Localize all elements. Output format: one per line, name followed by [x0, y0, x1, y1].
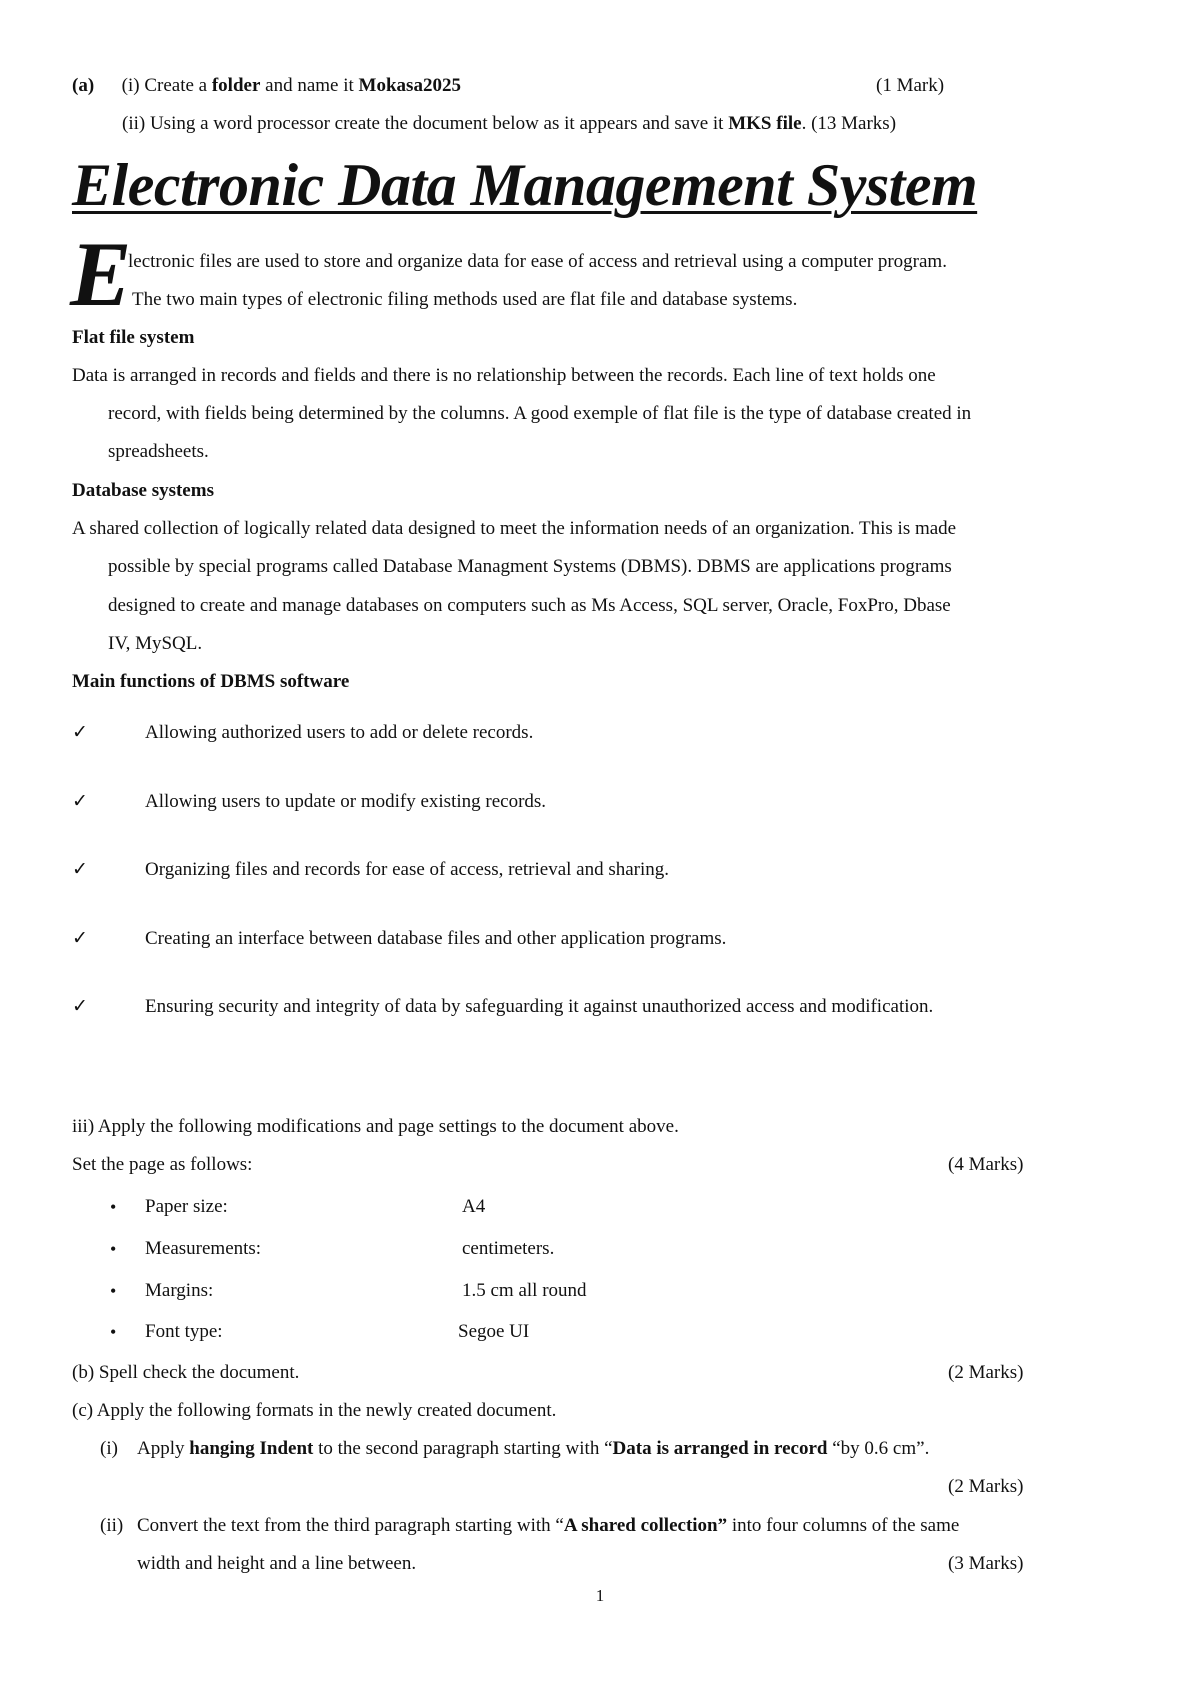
function-item: Allowing authorized users to add or delete records. [145, 722, 534, 743]
question-a-i-text-mid: and name it [260, 75, 359, 96]
question-c-i-text-end: “by 0.6 cm”. [832, 1438, 930, 1459]
question-a-ii-marks: . (13 Marks) [801, 113, 897, 134]
function-item: Creating an interface between database files and other application programs. [145, 928, 727, 949]
database-line-4: IV, MySQL. [108, 633, 203, 654]
folder-keyword: folder [211, 75, 261, 96]
question-b-marks: (2 Marks) [948, 1362, 1024, 1383]
flat-file-heading: Flat file system [72, 327, 195, 348]
set-page-text: Set the page as follows: [72, 1154, 253, 1175]
question-c-i [137, 1437, 929, 1461]
setting-value: A4 [462, 1196, 486, 1217]
question-c-ii-marks: (3 Marks) [948, 1553, 1024, 1574]
question-c-intro: (c) Apply the following formats in the newly created document. [72, 1400, 557, 1421]
quoted-paragraph-start: A shared collection” [563, 1515, 728, 1536]
intro-line-1: lectronic files are used to store and organize data for ease of access and retrieval using a computer program. [128, 251, 947, 272]
flat-file-line-1: Data is arranged in records and fields and there is no relationship between the records. Each line of text holds one [72, 365, 936, 386]
question-a-ii [122, 112, 896, 136]
hanging-indent-keyword: hanging Indent [189, 1438, 314, 1459]
question-c-i-number: (i) [100, 1438, 118, 1459]
function-item: Ensuring security and integrity of data by safeguarding it against unauthorized access and modification. [145, 996, 934, 1017]
check-icon: ✓ [72, 722, 88, 743]
setting-label: Measurements: [145, 1238, 262, 1259]
question-a-i-text: (i) Create a [121, 75, 212, 96]
question-a-i [72, 74, 461, 98]
question-a-i-marks: (1 Mark) [876, 75, 945, 96]
bullet-icon: • [110, 1239, 117, 1259]
check-icon: ✓ [72, 928, 88, 949]
question-c-i-text: Apply [137, 1438, 190, 1459]
setting-label: Paper size: [145, 1196, 228, 1217]
question-c-ii-text: Convert the text from the third paragraph starting with “ [137, 1515, 564, 1536]
file-name: MKS file [728, 113, 802, 134]
functions-heading: Main functions of DBMS software [72, 671, 350, 692]
drop-cap: E [70, 223, 132, 325]
intro-line-2: The two main types of electronic filing methods used are flat file and database systems. [132, 289, 798, 310]
document-title: Electronic Data Management System [72, 152, 978, 218]
database-line-1: A shared collection of logically related data designed to meet the information needs of an organization. This is made [72, 518, 957, 539]
flat-file-line-2: record, with fields being determined by the columns. A good exemple of flat file is the type of database created in [108, 403, 972, 424]
question-c-ii [137, 1514, 959, 1538]
database-line-3: designed to create and manage databases on computers such as Ms Access, SQL server, Oracle, FoxPro, Dbase [108, 595, 951, 616]
setting-label: Margins: [145, 1280, 214, 1301]
check-icon: ✓ [72, 791, 88, 812]
flat-file-line-3: spreadsheets. [108, 441, 209, 462]
check-icon: ✓ [72, 996, 88, 1017]
bullet-icon: • [110, 1322, 117, 1342]
bullet-icon: • [110, 1197, 117, 1217]
check-icon: ✓ [72, 859, 88, 880]
function-item: Organizing files and records for ease of access, retrieval and sharing. [145, 859, 670, 880]
question-c-ii-line-2: width and height and a line between. [137, 1553, 417, 1574]
question-a-label: (a) [72, 75, 95, 96]
database-line-2: possible by special programs called Database Managment Systems (DBMS). DBMS are applications programs [108, 556, 952, 577]
question-c-i-text-mid: to the second paragraph starting with “ [313, 1438, 613, 1459]
question-b: (b) Spell check the document. [72, 1362, 300, 1383]
setting-value: Segoe UI [458, 1321, 530, 1342]
setting-value: centimeters. [462, 1238, 555, 1259]
quoted-paragraph-start: Data is arranged in record [612, 1438, 833, 1459]
folder-name: Mokasa2025 [358, 75, 461, 96]
question-a-ii-text: (ii) Using a word processor create the document below as it appears and save it [122, 113, 729, 134]
question-c-ii-number: (ii) [100, 1515, 124, 1536]
set-page-marks: (4 Marks) [948, 1154, 1024, 1175]
function-item: Allowing users to update or modify existing records. [145, 791, 547, 812]
database-systems-heading: Database systems [72, 480, 214, 501]
bullet-icon: • [110, 1281, 117, 1301]
question-iii-intro: iii) Apply the following modifications and page settings to the document above. [72, 1116, 679, 1137]
question-c-ii-text-end: into four columns of the same [727, 1515, 960, 1536]
page-number: 1 [595, 1586, 605, 1605]
setting-label: Font type: [145, 1321, 223, 1342]
question-c-i-marks: (2 Marks) [948, 1476, 1024, 1497]
setting-value: 1.5 cm all round [462, 1280, 587, 1301]
